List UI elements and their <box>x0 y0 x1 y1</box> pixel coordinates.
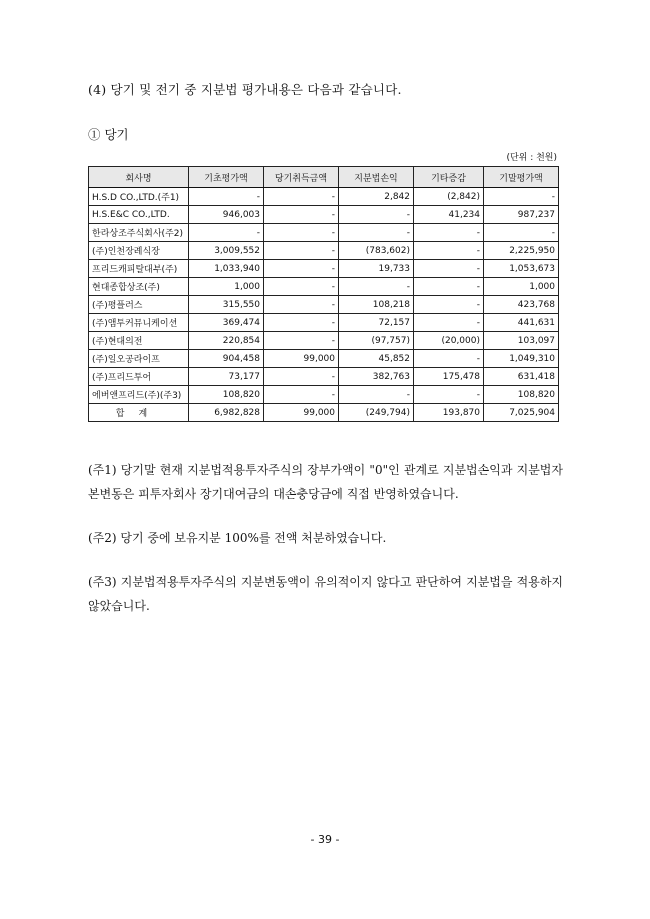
table-cell: - <box>414 296 484 314</box>
table-cell: - <box>414 260 484 278</box>
table-row <box>89 332 559 350</box>
table-cell: - <box>264 224 339 242</box>
table-cell: - <box>189 188 264 206</box>
header-acquisition: 당기취득금액 <box>264 167 339 188</box>
table-cell: 631,418 <box>484 368 559 386</box>
table-header <box>89 167 559 188</box>
table-cell: 1,000 <box>484 278 559 296</box>
table-cell: 99,000 <box>264 404 339 422</box>
table-row <box>89 278 559 296</box>
table-row <box>89 260 559 278</box>
table-cell: - <box>484 188 559 206</box>
table-row <box>89 386 559 404</box>
table-cell: (783,602) <box>339 242 414 260</box>
table-row <box>89 242 559 260</box>
table-row <box>89 224 559 242</box>
footnote-1: (주1) 당기말 현재 지분법적용투자주식의 장부가액이 "0"인 관계로 지분법손익과 지분법자본변동은 피투자회사 장기대여금의 대손충당금에 직접 반영하였습니다. <box>88 463 563 501</box>
subsection-heading: ① 당기 <box>88 127 129 142</box>
table-cell: - <box>264 242 339 260</box>
table-cell: 1,053,673 <box>484 260 559 278</box>
table-cell: 108,820 <box>189 386 264 404</box>
table-cell: - <box>264 188 339 206</box>
table-cell: 441,631 <box>484 314 559 332</box>
table-cell: - <box>339 386 414 404</box>
header-beginning-value: 기초평가액 <box>189 167 264 188</box>
header-equity-gain-loss: 지분법손익 <box>339 167 414 188</box>
table-cell: (주)인천장례식장 <box>89 242 189 260</box>
table-cell: 99,000 <box>264 350 339 368</box>
table-cell: - <box>264 296 339 314</box>
table-cell: 한라상조주식회사(주2) <box>89 224 189 242</box>
table-cell: - <box>264 368 339 386</box>
table-cell: 2,842 <box>339 188 414 206</box>
table-cell: 946,003 <box>189 206 264 224</box>
table-cell: - <box>264 314 339 332</box>
table-cell: - <box>414 350 484 368</box>
table-cell: - <box>339 278 414 296</box>
table-cell: 현대종합상조(주) <box>89 278 189 296</box>
table-cell: - <box>484 224 559 242</box>
table-row <box>89 350 559 368</box>
table-cell: - <box>339 224 414 242</box>
table-cell: (20,000) <box>414 332 484 350</box>
total-row <box>89 404 559 422</box>
table-cell: 103,097 <box>484 332 559 350</box>
table-cell: - <box>414 386 484 404</box>
equity-method-table <box>88 166 559 422</box>
table-cell: 108,218 <box>339 296 414 314</box>
table-cell: 987,237 <box>484 206 559 224</box>
footnote-3: (주3) 지분법적용투자주식의 지분변동액이 유의적이지 않다고 판단하여 지분법을 적용하지 않았습니다. <box>88 575 563 613</box>
table-cell: H.S.D CO.,LTD.(주1) <box>89 188 189 206</box>
table-cell: 1,000 <box>189 278 264 296</box>
table-cell: 108,820 <box>484 386 559 404</box>
table-cell: 1,033,940 <box>189 260 264 278</box>
table-cell: 45,852 <box>339 350 414 368</box>
table-cell: - <box>339 206 414 224</box>
table-row <box>89 296 559 314</box>
table-cell: - <box>414 224 484 242</box>
table-cell: (2,842) <box>414 188 484 206</box>
header-ending-value: 기말평가액 <box>484 167 559 188</box>
table-cell: (249,794) <box>339 404 414 422</box>
table-body <box>89 188 559 422</box>
table-cell: (주)현대의전 <box>89 332 189 350</box>
unit-label: (단위 : 천원) <box>506 153 557 163</box>
table-cell: 41,234 <box>414 206 484 224</box>
table-cell: 382,763 <box>339 368 414 386</box>
table-cell: - <box>189 224 264 242</box>
table-cell: 73,177 <box>189 368 264 386</box>
section-heading: (4) 당기 및 전기 중 지분법 평가내용은 다음과 같습니다. <box>88 82 402 97</box>
table-cell: - <box>264 206 339 224</box>
table-cell: 315,550 <box>189 296 264 314</box>
table-cell: - <box>264 278 339 296</box>
table-cell: 369,474 <box>189 314 264 332</box>
table-cell: (주)일오공라이프 <box>89 350 189 368</box>
table-cell: 6,982,828 <box>189 404 264 422</box>
table-cell: 19,733 <box>339 260 414 278</box>
page-number: - 39 - <box>310 833 340 846</box>
table-cell: - <box>264 260 339 278</box>
table-cell: 175,478 <box>414 368 484 386</box>
table-row <box>89 314 559 332</box>
table-cell: 193,870 <box>414 404 484 422</box>
table-cell: 7,025,904 <box>484 404 559 422</box>
table-cell: - <box>414 242 484 260</box>
table-cell: - <box>264 386 339 404</box>
header-company: 회사명 <box>89 167 189 188</box>
table-cell: H.S.E&C CO.,LTD. <box>89 206 189 224</box>
table-cell: - <box>414 278 484 296</box>
table-cell: 423,768 <box>484 296 559 314</box>
table-cell: - <box>414 314 484 332</box>
table-cell: 220,854 <box>189 332 264 350</box>
header-other-changes: 기타증감 <box>414 167 484 188</box>
table-cell: - <box>264 332 339 350</box>
table-cell: (주)프리드투어 <box>89 368 189 386</box>
table-cell: 합계 <box>89 404 189 422</box>
table-row <box>89 206 559 224</box>
header-row <box>89 167 559 188</box>
table-cell: 3,009,552 <box>189 242 264 260</box>
table-cell: (97,757) <box>339 332 414 350</box>
footnote-2: (주2) 당기 중에 보유지분 100%를 전액 처분하였습니다. <box>88 531 387 545</box>
table-cell: 904,458 <box>189 350 264 368</box>
table-cell: 1,049,310 <box>484 350 559 368</box>
table-cell: (주)앰투커뮤니케이션 <box>89 314 189 332</box>
table-row <box>89 368 559 386</box>
table-cell: 에버앤프리드(주)(주3) <box>89 386 189 404</box>
table-row <box>89 188 559 206</box>
table-cell: (주)평플러스 <box>89 296 189 314</box>
table-cell: 2,225,950 <box>484 242 559 260</box>
table-cell: 프리드캐피탈대부(주) <box>89 260 189 278</box>
table-cell: 72,157 <box>339 314 414 332</box>
